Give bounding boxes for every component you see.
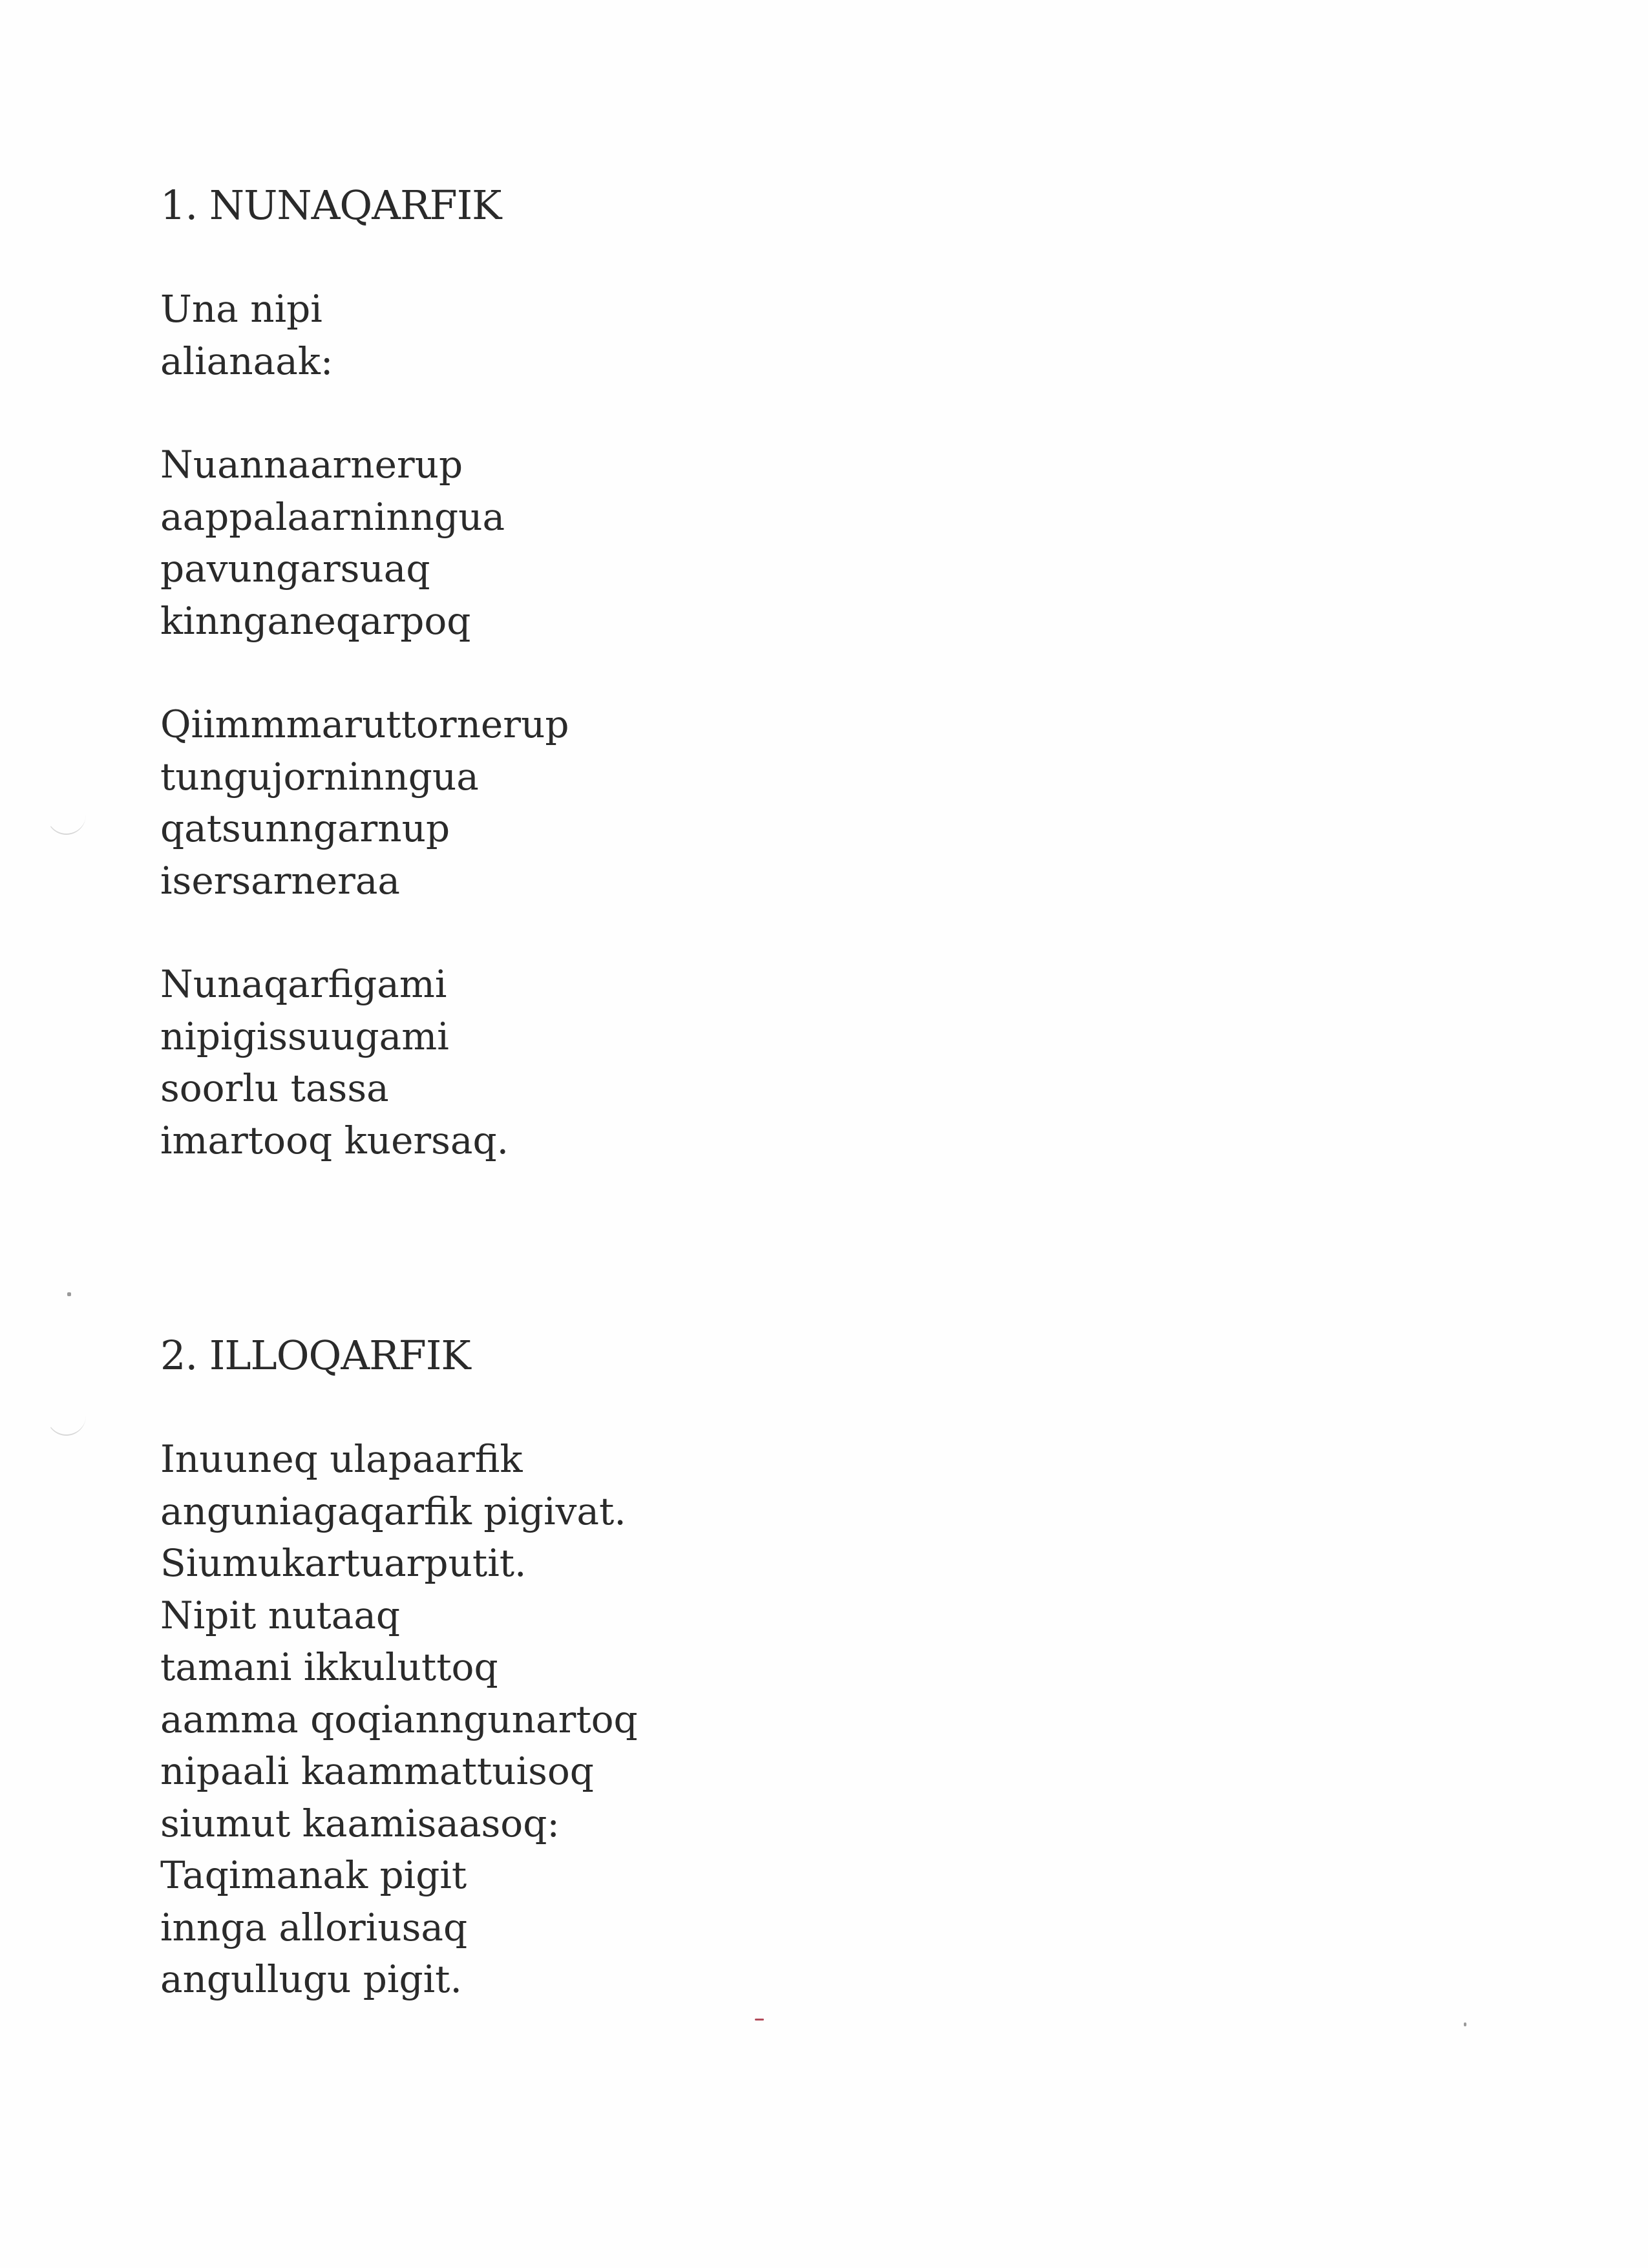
poem-line: qatsunngarnup — [160, 806, 450, 850]
poem-line: tungujorninngua — [160, 754, 479, 799]
poem-line: alianaak: — [160, 339, 333, 383]
poem-line: Nipit nutaaq — [160, 1593, 401, 1637]
stanza — [160, 439, 1194, 647]
poem-line: Qiimmmaruttornerup — [160, 702, 569, 746]
poem-line: aamma qoqianngunartoq — [160, 1697, 638, 1741]
stanza — [160, 283, 1194, 387]
poem-nunaqarfik — [160, 180, 1194, 1166]
punch-hole-mark — [47, 795, 86, 835]
poem-line: aappalaarninngua — [160, 494, 505, 539]
poem-line: Nunaqarfigami — [160, 962, 447, 1006]
poem-line: Inuuneq ulapaarfik — [160, 1437, 523, 1481]
poem-line: Taqimanak pigit — [160, 1853, 467, 1897]
scan-speck — [67, 1292, 71, 1296]
poem-line: tamani ikkuluttoq — [160, 1645, 498, 1689]
poem-line: anguniagaqarfik pigivat. — [160, 1489, 626, 1533]
poem-title: 1. NUNAQARFIK — [160, 182, 502, 229]
poem-line: kinnganeqarpoq — [160, 598, 471, 643]
scan-speck — [1464, 2022, 1466, 2026]
poem-line: siumut kaamisaasoq: — [160, 1801, 560, 1845]
poem-line: isersarneraa — [160, 858, 400, 903]
poem-line: angullugu pigit. — [160, 1957, 462, 2001]
poem-line: innga alloriusaq — [160, 1905, 468, 1949]
poem-line: nipaali kaammattuisoq — [160, 1749, 594, 1793]
stanza — [160, 698, 1194, 907]
poem-line: pavungarsuaq — [160, 547, 430, 591]
poem-line: nipigissuugami — [160, 1014, 449, 1058]
poem-line: soorlu tassa — [160, 1066, 389, 1110]
stanza — [160, 1433, 1194, 2006]
poem-illoqarfik — [160, 1330, 1194, 2006]
stanza — [160, 958, 1194, 1166]
punch-hole-mark — [47, 1396, 86, 1436]
scan-speck — [755, 2019, 764, 2021]
poem-line: Una nipi — [160, 287, 322, 331]
poem-line: Siumukartuarputit. — [160, 1541, 527, 1585]
poem-line: Nuannaarnerup — [160, 443, 463, 487]
poem-title: 2. ILLOQARFIK — [160, 1332, 470, 1379]
poem-line: imartooq kuersaq. — [160, 1118, 509, 1162]
